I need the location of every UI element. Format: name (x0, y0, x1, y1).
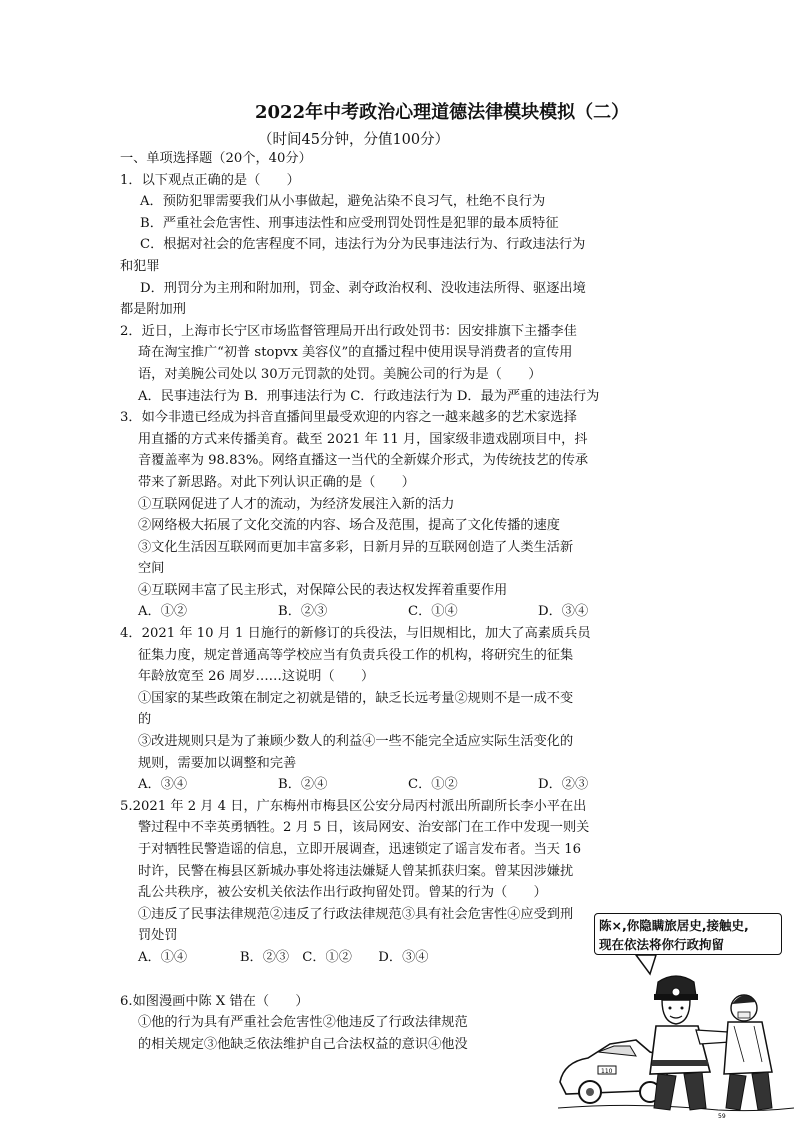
text-line: C．根据对社会的危害程度不同，违法行为分为民事违法行为、行政违法行为 (140, 237, 586, 253)
text-line: 都是附加刑 (120, 302, 186, 318)
text-line: 琦在淘宝推广“初普 stopvx 美容仪”的直播过程中使用误导消费者的宣传用 (138, 345, 573, 361)
text-line: ②网络极大拓展了文化交流的内容、场合及范围，提高了文化传播的速度 (138, 518, 560, 534)
answer-option: D．③④ (538, 604, 589, 620)
text-line: 征集力度，规定普通高等学校应当有负责兵役工作的机构，将研究生的征集 (138, 647, 574, 663)
text-line: D．刑罚分为主刑和附加刑，罚金、剥夺政治权利、没收违法所得、驱逐出境 (140, 280, 586, 296)
answer-option: A．③④ (138, 777, 188, 793)
speech-bubble (594, 913, 782, 955)
car-plate-label: 110 (601, 1068, 613, 1075)
text-line: 规则，需要加以调整和完善 (138, 755, 297, 771)
answer-options-row (120, 774, 680, 796)
text-line: 的相关规定③他缺乏依法维护自己合法权益的意识④他没 (138, 1036, 468, 1052)
text-line: 5.2021 年 2 月 4 日，广东梅州市梅县区公安分局丙村派出所副所长李小平在出 (120, 798, 587, 814)
speech-bubble-line: 陈×,你隐瞒旅居史,接触史, (599, 918, 749, 933)
text-line: 罚处罚 (138, 928, 178, 944)
text-line: ①互联网促进了人才的流动，为经济发展注入新的活力 (138, 496, 455, 512)
text-line: 4．2021 年 10 月 1 日施行的新修订的兵役法，与旧规相比，加大了高素质兵员 (120, 626, 591, 642)
text-line: 1．以下观点正确的是（ ） (120, 172, 300, 188)
answer-option: B．②③ (278, 604, 328, 620)
text-line: 6.如图漫画中陈 X 错在（ ） (120, 993, 309, 1009)
speech-bubble-line: 现在依法将你行政拘留 (599, 937, 725, 952)
text-line: A．①④ B．②③ C．①② D．③④ (138, 949, 429, 965)
text-line: 时许，民警在梅县区新城办事处将违法嫌疑人曾某抓获归案。曾某因涉嫌扰 (138, 863, 574, 879)
text-line: A．民事违法行为 B．刑事违法行为 C．行政违法行为 D．最为严重的违法行为 (138, 388, 600, 404)
text-line: ③改进规则只是为了兼顾少数人的利益④一些不能完全适应实际生活变化的 (138, 734, 574, 750)
answer-option: C．①④ (408, 604, 458, 620)
answer-option: B．②④ (278, 777, 328, 793)
page-title: 2022年中考政治心理道德法律模块模拟（二） (255, 102, 630, 123)
answer-options-row (120, 601, 680, 623)
page-subtitle: （时间45分钟，分值100分） (258, 132, 450, 148)
text-line: ①违反了民事法律规范②违反了行政法律规范③具有社会危害性④应受到刑 (138, 906, 574, 922)
text-line: 2．近日，上海市长宁区市场监督管理局开出行政处罚书：因安排旗下主播李佳 (120, 323, 577, 339)
answer-option: C．①② (408, 777, 458, 793)
text-line: 和犯罪 (120, 258, 160, 274)
text-line: 乱公共秩序，被公安机关依法作出行政拘留处罚。曾某的行为（ ） (138, 885, 547, 901)
text-line: 警过程中不幸英勇牺牲。2 月 5 日，该局网安、治安部门在工作中发现一则关 (138, 820, 590, 836)
text-line: ③文化生活因互联网而更加丰富多彩，日新月异的互联网创造了人类生活新 (138, 539, 574, 555)
text-line: ①他的行为具有严重社会危害性②他违反了行政法律规范 (138, 1015, 468, 1031)
answer-option: A．①② (138, 604, 188, 620)
text-line: B．严重社会危害性、刑事违法性和应受刑罚处罚性是犯罪的最本质特征 (140, 215, 559, 231)
text-line: 空间 (138, 561, 165, 577)
text-line: ①国家的某些政策在制定之初就是错的，缺乏长远考量②规则不是一成不变 (138, 690, 574, 706)
text-line: ④互联网丰富了民主形式，对保障公民的表达权发挥着重要作用 (138, 582, 508, 598)
text-line: 一、单项选择题（20个，40分） (120, 151, 312, 166)
text-line: 于对牺牲民警造谣的信息，立即开展调查，迅速锁定了谣言发布者。当天 16 (138, 842, 581, 857)
text-line: 用直播的方式来传播美育。截至 2021 年 11 月，国家级非遗戏剧项目中，抖 (138, 431, 588, 447)
text-line: 音覆盖率为 98.83%。网络直播这一当代的全新媒介形式，为传统技艺的传承 (138, 453, 589, 469)
text-line: 的 (138, 712, 152, 728)
text-line: 带来了新思路。对此下列认识正确的是（ ） (138, 474, 415, 490)
answer-option: D．②③ (538, 777, 589, 793)
text-line: A．预防犯罪需要我们从小事做起，避免沾染不良习气，杜绝不良行为 (140, 194, 546, 210)
svg-text:59: 59 (718, 1113, 726, 1120)
text-line: 语，对美腕公司处以 30万元罚款的处罚。美腕公司的行为是（ ） (138, 366, 542, 382)
text-line: 年龄放宽至 26 周岁……这说明（ ） (138, 669, 375, 685)
text-line: 3．如今非遗已经成为抖音直播间里最受欢迎的内容之一越来越多的艺术家选择 (120, 410, 577, 426)
